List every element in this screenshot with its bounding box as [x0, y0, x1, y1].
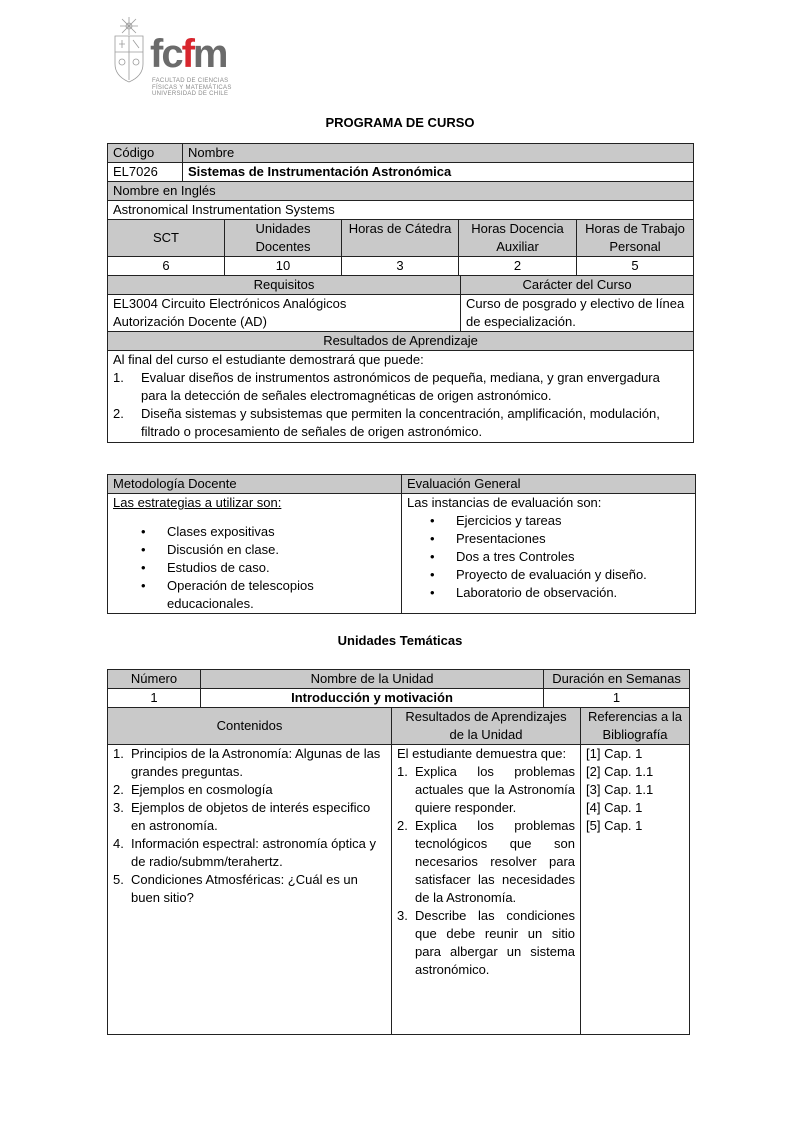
- resultados-unidad-cell: [392, 745, 581, 1035]
- nombre-header: Nombre: [183, 144, 694, 163]
- unidad-duracion: 1: [544, 689, 690, 708]
- list-item: 2. Diseña sistemas y subsistemas que permiten la concentración, amplificación, modulación, filtrado o procesamiento de señales de origen astronómico.: [113, 406, 660, 439]
- resultados-unidad-header: Resultados de Aprendizajes de la Unidad: [392, 708, 581, 745]
- list-item: • Presentaciones: [430, 531, 546, 546]
- codigo-header: Código: [108, 144, 183, 163]
- resultados-unidad-list: [397, 763, 575, 979]
- fcfm-wordmark: fcfm: [150, 32, 227, 76]
- list-item: 2. Explica los problemas tecnológicos que son necesarios resolver para satisfacer las necesidades de la Astronomía.: [397, 818, 576, 905]
- english-name: Astronomical Instrumentation Systems: [108, 201, 694, 220]
- list-item: 4. Información espectral: astronomía óptica y de radio/submm/terahertz.: [113, 836, 376, 869]
- requisitos-header: Requisitos: [108, 276, 461, 295]
- horas-personal-header: Horas de Trabajo Personal: [577, 220, 694, 257]
- course-info-table: [107, 143, 694, 443]
- referencia-item: [5] Cap. 1: [586, 818, 643, 833]
- unidad-numero: 1: [108, 689, 201, 708]
- resultados-unidad-intro: El estudiante demuestra que:: [397, 746, 567, 761]
- list-item: 1. Explica los problemas actuales que la Astronomía quiere responder.: [397, 764, 576, 815]
- evaluacion-intro: Las instancias de evaluación son:: [407, 495, 602, 510]
- sct-value: 6: [108, 257, 225, 276]
- unidades-title: Unidades Temáticas: [337, 633, 463, 648]
- sct-header: SCT: [108, 220, 225, 257]
- contenidos-header: Contenidos: [108, 708, 392, 745]
- list-item: 1. Principios de la Astronomía: Algunas de las grandes preguntas.: [113, 746, 381, 779]
- horas-auxiliar-header: Horas Docencia Auxiliar: [459, 220, 577, 257]
- metodologia-cell: [108, 494, 402, 614]
- unidad-table: [107, 669, 690, 1035]
- horas-personal-value: 5: [577, 257, 694, 276]
- resultados-list: [113, 369, 688, 441]
- university-shield-icon: [112, 16, 146, 84]
- caracter-value: Curso de posgrado y electivo de línea de especialización.: [461, 295, 694, 332]
- horas-catedra-value: 3: [342, 257, 459, 276]
- list-item: • Operación de telescopios educacionales.: [141, 578, 314, 611]
- referencia-item: [3] Cap. 1.1: [586, 782, 654, 797]
- evaluacion-header: Evaluación General: [402, 475, 696, 494]
- list-item: 1. Evaluar diseños de instrumentos astronómicos de pequeña, mediana, y gran envergadura para la detección de señales electromagnéticas de origen astronómico.: [113, 370, 660, 403]
- resultados-cell: [108, 351, 694, 443]
- referencia-item: [4] Cap. 1: [586, 800, 643, 815]
- resultados-intro: Al final del curso el estudiante demostrará que puede:: [113, 352, 424, 367]
- metodologia-list: [113, 523, 396, 613]
- list-item: • Ejercicios y tareas: [430, 513, 562, 528]
- page-title: PROGRAMA DE CURSO: [325, 115, 475, 130]
- resultados-header: Resultados de Aprendizaje: [108, 332, 694, 351]
- requisito-item: Autorización Docente (AD): [113, 314, 267, 329]
- horas-auxiliar-value: 2: [459, 257, 577, 276]
- fcfm-logo: [112, 16, 242, 101]
- faculty-name: FACULTAD DE CIENCIAS FÍSICAS Y MATEMÁTICAS UNIVERSIDAD DE CHILE: [152, 78, 232, 97]
- metodologia-intro: Las estrategias a utilizar son:: [113, 495, 282, 510]
- contenidos-cell: [108, 745, 392, 1035]
- list-item: • Estudios de caso.: [141, 560, 270, 575]
- unidad-nombre: Introducción y motivación: [201, 689, 544, 708]
- evaluacion-cell: [402, 494, 696, 614]
- referencias-cell: [581, 745, 690, 1035]
- referencia-item: [2] Cap. 1.1: [586, 764, 654, 779]
- list-item: 3. Describe las condiciones que debe reunir un sitio para albergar un sistema astronómico.: [397, 908, 576, 977]
- english-name-header: Nombre en Inglés: [108, 182, 694, 201]
- requisitos-cell: [108, 295, 461, 332]
- list-item: 3. Ejemplos de objetos de interés especifico en astronomía.: [113, 800, 371, 833]
- duracion-header: Duración en Semanas: [544, 670, 690, 689]
- nombre-unidad-header: Nombre de la Unidad: [201, 670, 544, 689]
- course-code: EL7026: [108, 163, 183, 182]
- horas-catedra-header: Horas de Cátedra: [342, 220, 459, 257]
- referencia-item: [1] Cap. 1: [586, 746, 643, 761]
- list-item: 2. Ejemplos en cosmología: [113, 782, 273, 797]
- list-item: • Clases expositivas: [141, 524, 275, 539]
- contenidos-list: [113, 745, 386, 907]
- metodologia-header: Metodología Docente: [108, 475, 402, 494]
- caracter-header: Carácter del Curso: [461, 276, 694, 295]
- list-item: • Proyecto de evaluación y diseño.: [430, 567, 647, 582]
- list-item: • Laboratorio de observación.: [430, 585, 618, 600]
- referencias-header: Referencias a la Bibliografía: [581, 708, 690, 745]
- requisito-item: EL3004 Circuito Electrónicos Analógicos: [113, 296, 347, 311]
- unidades-docentes-value: 10: [225, 257, 342, 276]
- course-name: Sistemas de Instrumentación Astronómica: [183, 163, 694, 182]
- evaluacion-list: [407, 512, 690, 602]
- unidades-docentes-header: Unidades Docentes: [225, 220, 342, 257]
- list-item: • Dos a tres Controles: [430, 549, 575, 564]
- list-item: • Discusión en clase.: [141, 542, 279, 557]
- metodologia-evaluacion-table: [107, 474, 696, 614]
- list-item: 5. Condiciones Atmosféricas: ¿Cuál es un buen sitio?: [113, 872, 358, 905]
- numero-header: Número: [108, 670, 201, 689]
